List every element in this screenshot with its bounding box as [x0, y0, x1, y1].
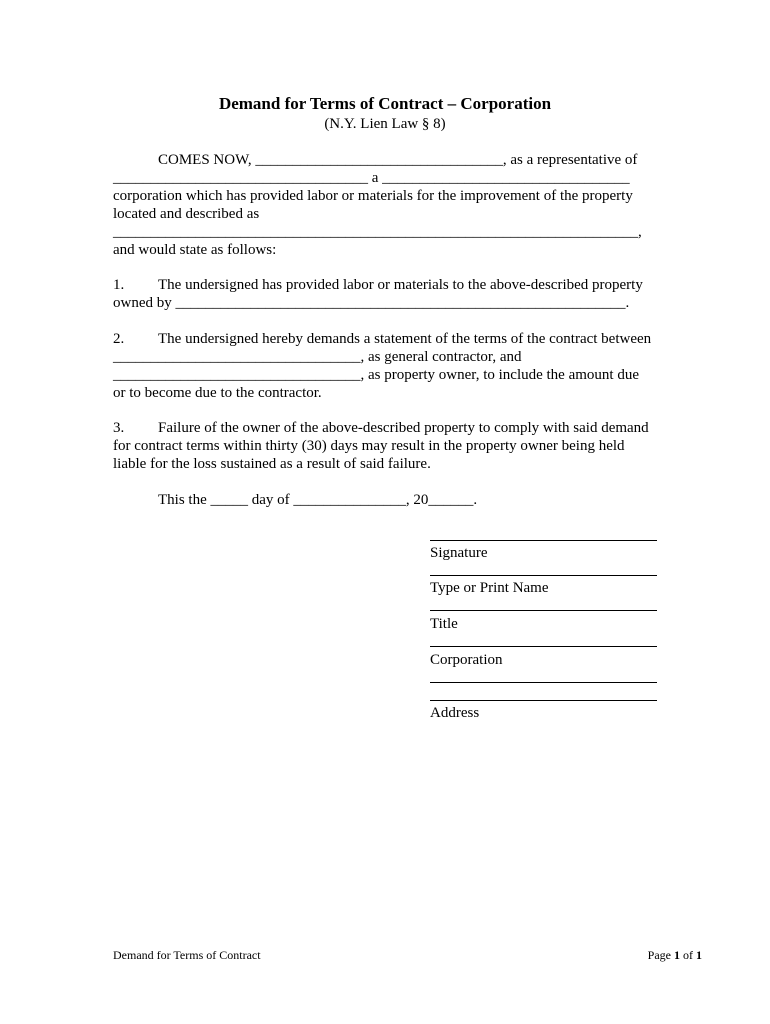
- corporation-underline: [430, 646, 657, 647]
- intro-line-4: located and described as: [113, 206, 260, 222]
- intro-line-2: __________________________________ a _________________________________: [113, 170, 630, 186]
- paragraph-3-line-2: for contract terms within thirty (30) days may result in the property owner being held: [113, 438, 625, 454]
- paragraph-1-line-1: The undersigned has provided labor or materials to the above-described property: [158, 277, 643, 293]
- corporation-label: Corporation: [430, 652, 503, 668]
- paragraph-3-number: 3.: [113, 420, 125, 436]
- paragraph-3-line-3: liable for the loss sustained as a result of said failure.: [113, 456, 431, 472]
- page-current: 1: [674, 948, 680, 962]
- paragraph-1-line-2: owned by ____________________________________________________________.: [113, 295, 630, 311]
- paragraph-2-line-3: _________________________________, as property owner, to include the amount due: [113, 367, 639, 383]
- intro-line-1: COMES NOW, _________________________________, as a representative of: [158, 152, 638, 168]
- signature-underline: [430, 540, 657, 541]
- intro-line-5: ______________________________________________________________________,: [113, 224, 642, 240]
- address-underline-2: [430, 700, 657, 701]
- title-underline: [430, 610, 657, 611]
- signature-label: Signature: [430, 545, 488, 561]
- page-prefix: Page: [647, 948, 674, 962]
- intro-line-3: corporation which has provided labor or materials for the improvement of the property: [113, 188, 633, 204]
- document-title: Demand for Terms of Contract – Corporation: [218, 94, 552, 113]
- paragraph-3-line-1: Failure of the owner of the above-described property to comply with said demand: [158, 420, 649, 436]
- address-underline-1: [430, 682, 657, 683]
- paragraph-2-line-4: or to become due to the contractor.: [113, 385, 322, 401]
- page-total: 1: [696, 948, 702, 962]
- title-label: Title: [430, 616, 458, 632]
- paragraph-1-number: 1.: [113, 277, 125, 293]
- paragraph-2-line-2: _________________________________, as general contractor, and: [113, 349, 522, 365]
- name-underline: [430, 575, 657, 576]
- print-name-label: Type or Print Name: [430, 580, 549, 596]
- document-subtitle: (N.Y. Lien Law § 8): [324, 116, 446, 132]
- paragraph-2-line-1: The undersigned hereby demands a statement of the terms of the contract between: [158, 331, 652, 347]
- footer-document-name: Demand for Terms of Contract: [113, 948, 261, 962]
- address-label: Address: [430, 705, 480, 721]
- intro-line-6: and would state as follows:: [113, 242, 277, 258]
- date-line: This the _____ day of _______________, 20______.: [158, 492, 478, 508]
- page-of: of: [680, 948, 696, 962]
- footer-page-number: [648, 948, 702, 963]
- paragraph-2-number: 2.: [113, 331, 125, 347]
